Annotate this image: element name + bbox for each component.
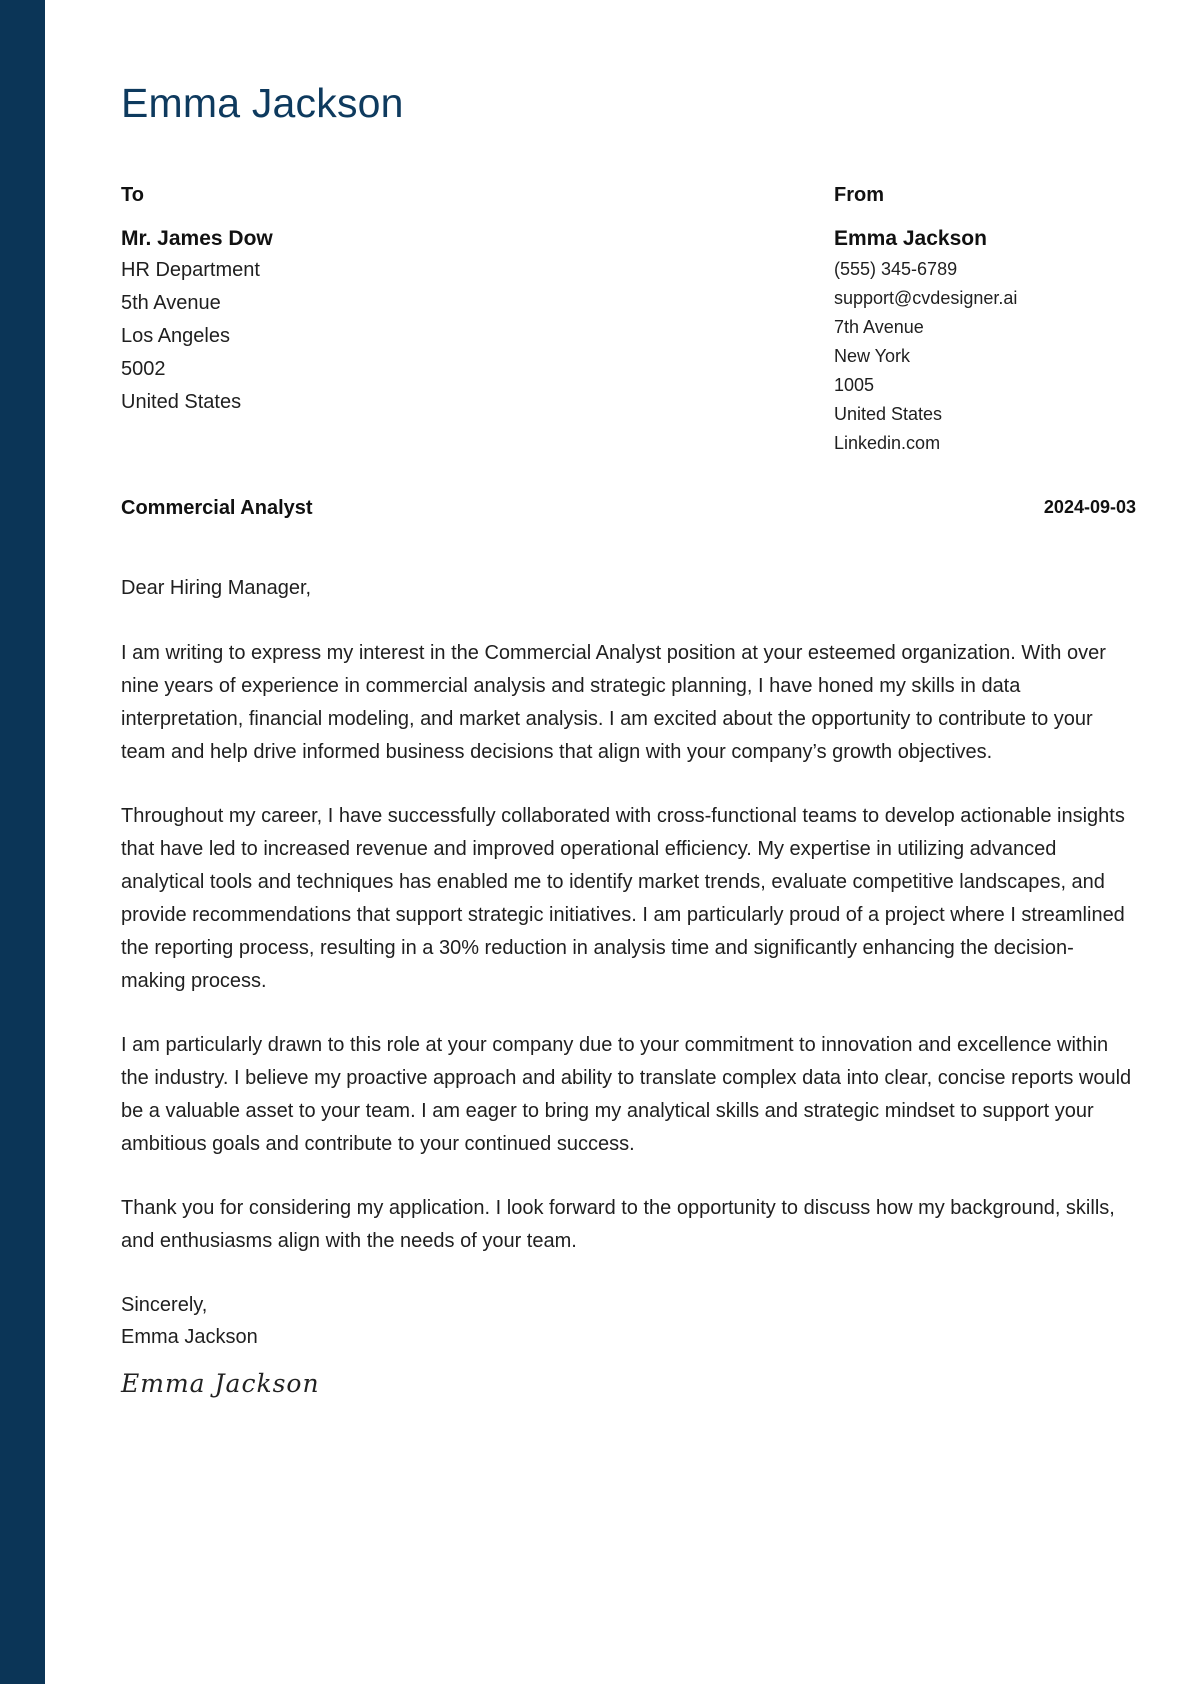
recipient-city: Los Angeles	[121, 325, 230, 347]
sender-label: From	[834, 184, 884, 206]
job-row	[121, 497, 1136, 523]
letter-date: 2024-09-03	[1043, 497, 1136, 517]
sender-block	[834, 183, 1134, 458]
salutation: Dear Hiring Manager,	[121, 577, 312, 599]
body-paragraph-1: I am writing to express my interest in the Commercial Analyst position at your esteemed organization. With over nine years of experience in commercial analysis and strategic planning, I have honed my skills in data interpretation, financial modeling, and market analysis. I am excited about the opportunity to contribute to your team and help drive informed business decisions that align with your company’s growth objectives.	[121, 642, 1106, 763]
job-title: Commercial Analyst	[121, 497, 313, 519]
recipient-block	[121, 183, 541, 419]
sender-contact	[834, 255, 1134, 458]
recipient-department: HR Department	[121, 259, 260, 281]
sender-postcode: 1005	[834, 375, 875, 395]
recipient-address	[121, 254, 541, 419]
signature: Emma Jackson	[121, 1369, 320, 1398]
page-title: Emma Jackson	[121, 80, 404, 126]
recipient-label: To	[121, 184, 144, 206]
letter-body	[121, 572, 1136, 1400]
sidebar-accent-bar	[0, 0, 45, 1684]
closing-name: Emma Jackson	[121, 1326, 258, 1348]
sender-phone: (555) 345-6789	[834, 259, 958, 279]
recipient-postcode: 5002	[121, 358, 166, 380]
recipient-street: 5th Avenue	[121, 292, 221, 314]
sender-street: 7th Avenue	[834, 317, 924, 337]
sender-name: Emma Jackson	[834, 227, 987, 250]
recipient-country: United States	[121, 391, 242, 413]
body-paragraph-4: Thank you for considering my application. I look forward to the opportunity to discuss how my background, skills, and enthusiasms align with the needs of your team.	[121, 1197, 1115, 1252]
body-paragraph-2: Throughout my career, I have successfully collaborated with cross-functional teams to develop actionable insights that have led to increased revenue and improved operational efficiency. My expertise in utilizing advanced analytical tools and techniques has enabled me to identify market trends, evaluate competitive landscapes, and provide recommendations that support strategic initiatives. I am particularly proud of a project where I streamlined the reporting process, resulting in a 30% reduction in analysis time and significantly enhancing the decision-making process.	[121, 805, 1125, 992]
body-paragraph-3: I am particularly drawn to this role at your company due to your commitment to innovation and excellence within the industry. I believe my proactive approach and ability to translate complex data into clear, concise reports would be a valuable asset to your team. I am eager to bring my analytical skills and strategic mindset to support your ambitious goals and contribute to your continued success.	[121, 1034, 1132, 1155]
sender-linkedin: Linkedin.com	[834, 433, 941, 453]
sender-country: United States	[834, 404, 943, 424]
closing-block	[121, 1289, 1136, 1353]
sender-email: support@cvdesigner.ai	[834, 288, 1018, 308]
sender-city: New York	[834, 346, 911, 366]
recipient-name: Mr. James Dow	[121, 227, 273, 250]
closing-phrase: Sincerely,	[121, 1294, 208, 1316]
